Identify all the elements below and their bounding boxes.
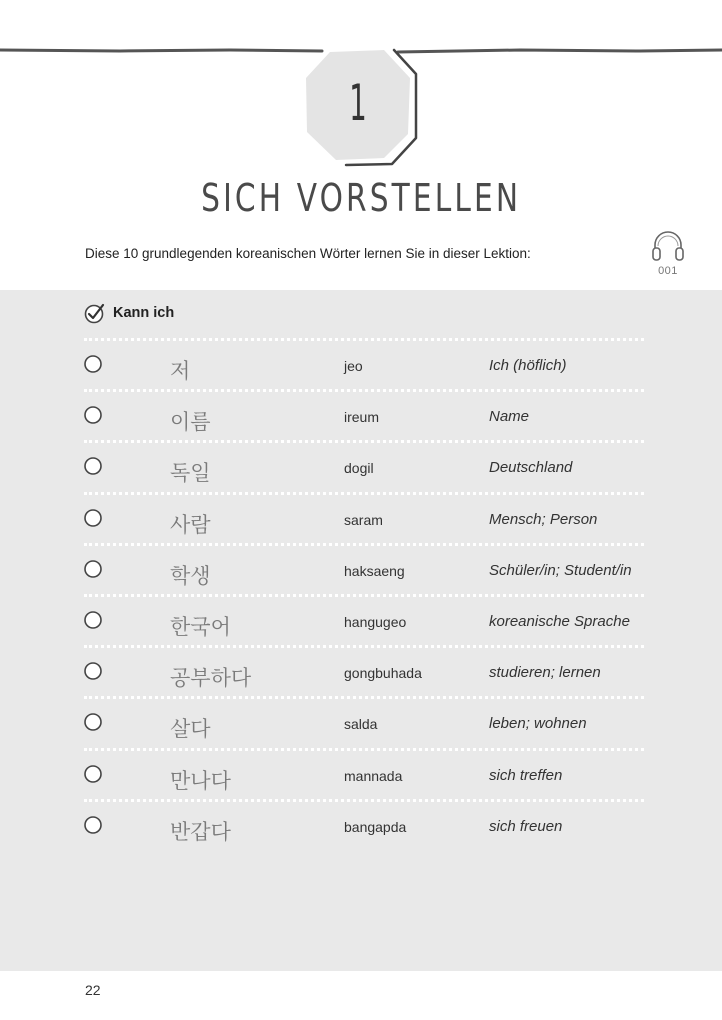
checkbox-circle[interactable] (83, 354, 103, 374)
headphones-icon (650, 229, 686, 263)
korean-word: 살다 (170, 717, 211, 742)
romanization: dogil (344, 460, 374, 477)
translation: leben; wohnen (489, 715, 587, 733)
checklist-header-label: Kann ich (113, 305, 175, 321)
list-item (0, 389, 722, 440)
intro-text: Diese 10 grundlegenden koreanischen Wörter lernen Sie in dieser Lektion: (85, 246, 531, 261)
korean-word: 학생 (170, 563, 211, 588)
translation: Deutschland (489, 459, 573, 477)
audio-track-number: 001 (658, 265, 678, 277)
translation: sich treffen (489, 766, 563, 784)
checkbox-circle[interactable] (83, 559, 103, 579)
korean-word: 이름 (170, 410, 211, 435)
lesson-number: 1 (349, 74, 367, 132)
list-item (0, 645, 722, 696)
list-item (0, 492, 722, 543)
romanization: jeo (344, 358, 363, 374)
korean-word: 저 (170, 359, 191, 383)
translation: Schüler/in; Student/in (489, 561, 632, 579)
checkmark-circle-icon (83, 302, 105, 324)
translation: Ich (höflich) (489, 357, 567, 374)
romanization: ireum (344, 409, 380, 426)
list-item (0, 696, 722, 747)
checkbox-circle[interactable] (83, 712, 103, 732)
list-item (0, 440, 722, 491)
list-item (0, 594, 722, 645)
korean-word: 사람 (170, 512, 211, 537)
checkbox-circle[interactable] (83, 610, 103, 630)
translation: koreanische Sprache (489, 613, 630, 630)
checkbox-circle[interactable] (83, 661, 103, 681)
korean-word: 독일 (170, 461, 211, 486)
romanization: hangugeo (344, 614, 407, 630)
list-item (0, 543, 722, 594)
checkbox-circle[interactable] (83, 405, 103, 425)
korean-word: 반갑다 (170, 819, 231, 844)
checkbox-circle[interactable] (83, 508, 103, 528)
romanization: gongbuhada (344, 665, 422, 682)
romanization: haksaeng (344, 562, 405, 579)
list-item (0, 748, 722, 799)
lesson-title: SICH VORSTELLEN (200, 176, 522, 220)
checkbox-circle[interactable] (83, 764, 103, 784)
translation: studieren; lernen (489, 664, 601, 682)
list-item (0, 338, 722, 389)
korean-word: 만나다 (170, 768, 231, 793)
checklist-header (83, 302, 174, 324)
checkbox-circle[interactable] (83, 456, 103, 476)
page-number: 22 (85, 982, 101, 998)
translation: Name (489, 408, 530, 426)
audio-track[interactable] (648, 229, 688, 277)
korean-word: 한국어 (170, 615, 231, 639)
romanization: bangapda (344, 818, 407, 835)
romanization: saram (344, 511, 383, 528)
checkbox-circle[interactable] (83, 815, 103, 835)
korean-word: 공부하다 (170, 666, 252, 691)
romanization: mannada (344, 767, 403, 784)
translation: sich freuen (489, 817, 563, 835)
translation: Mensch; Person (489, 510, 598, 528)
romanization: salda (344, 716, 378, 733)
list-item (0, 799, 722, 850)
